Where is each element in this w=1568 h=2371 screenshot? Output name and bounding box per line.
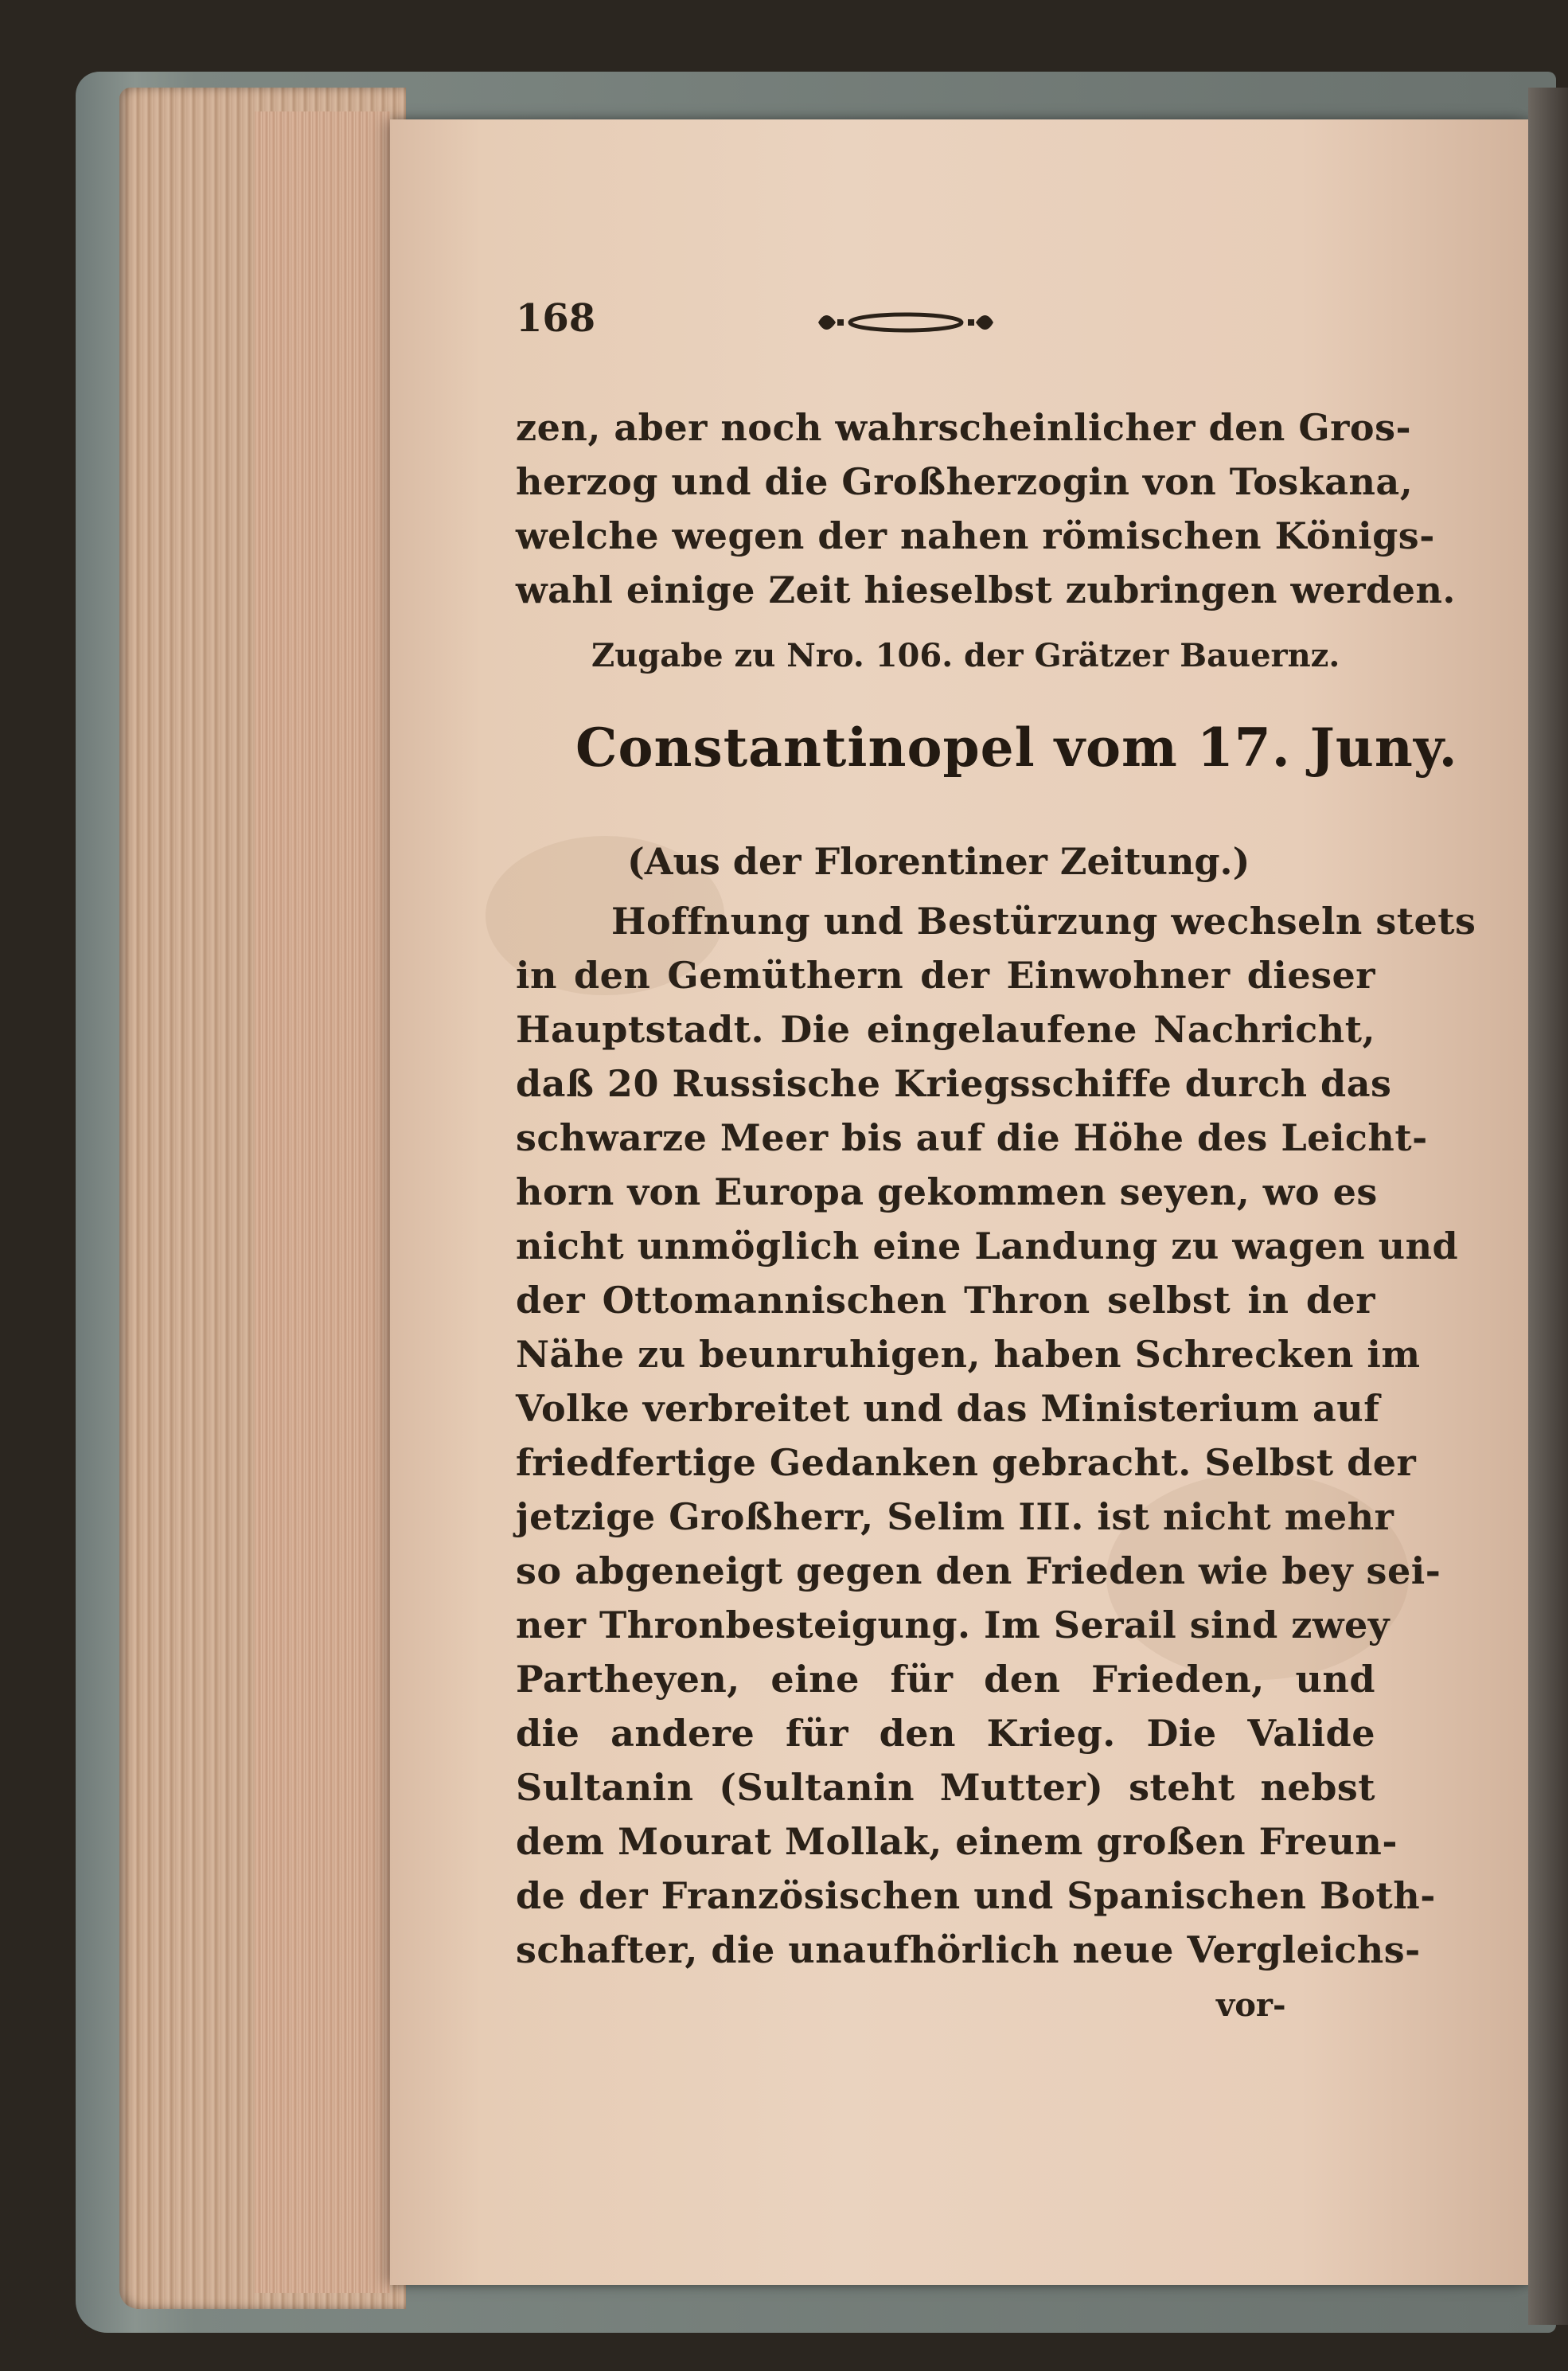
body-line: Nähe zu beunruhigen, haben Schrecken im: [516, 1333, 1421, 1376]
facing-page-edge: [1528, 88, 1568, 2325]
continuation-line: herzog und die Großherzogin von Toskana,: [516, 460, 1414, 503]
page-header: [516, 296, 1375, 352]
body-line: Partheyen, eine für den Frieden, und: [516, 1658, 1375, 1701]
body-line: Sultanin (Sultanin Mutter) steht nebst: [516, 1766, 1375, 1809]
body-line: de der Französischen und Spanischen Both-: [516, 1874, 1436, 1917]
body-line: Volke verbreitet und das Ministerium auf: [516, 1387, 1380, 1430]
body-line: horn von Europa gekommen seyen, wo es: [516, 1170, 1378, 1213]
ornament-icon: [810, 303, 1001, 342]
source-note: Zugabe zu Nro. 106. der Grätzer Bauernz.: [591, 637, 1340, 674]
continuation-line: zen, aber noch wahrscheinlicher den Gros-: [516, 406, 1412, 449]
catchword: vor-: [1216, 1986, 1286, 2024]
page-edges-inner: [255, 111, 390, 2293]
body-line: ner Thronbesteigung. Im Serail sind zwey: [516, 1603, 1390, 1646]
body-line: Hoffnung und Bestürzung wechseln stets: [611, 900, 1476, 943]
page-number: 168: [516, 296, 596, 341]
body-line: jetzige Großherr, Selim III. ist nicht mehr: [516, 1495, 1394, 1538]
body-line: daß 20 Russische Kriegsschiffe durch das: [516, 1062, 1392, 1105]
body-line: nicht unmöglich eine Landung zu wagen und: [516, 1225, 1459, 1268]
body-line: die andere für den Krieg. Die Valide: [516, 1712, 1375, 1755]
article-heading: Constantinopel vom 17. Juny.: [575, 717, 1458, 779]
body-line: in den Gemüthern der Einwohner dieser: [516, 954, 1375, 997]
body-line: schafter, die unaufhörlich neue Vergleichs-: [516, 1928, 1421, 1971]
body-line: friedfertige Gedanken gebracht. Selbst der: [516, 1441, 1417, 1484]
body-line: Hauptstadt. Die eingelaufene Nachricht,: [516, 1008, 1375, 1051]
continuation-line: wahl einige Zeit hieselbst zubringen werden.: [516, 568, 1456, 611]
body-line: dem Mourat Mollak, einem großen Freun-: [516, 1820, 1398, 1863]
body-line: der Ottomannischen Thron selbst in der: [516, 1279, 1375, 1322]
article-subheading: (Aus der Florentiner Zeitung.): [627, 840, 1250, 883]
body-line: so abgeneigt gegen den Frieden wie bey sei-: [516, 1549, 1441, 1592]
body-line: schwarze Meer bis auf die Höhe des Leicht-: [516, 1116, 1428, 1159]
continuation-line: welche wegen der nahen römischen Königs-: [516, 514, 1435, 557]
